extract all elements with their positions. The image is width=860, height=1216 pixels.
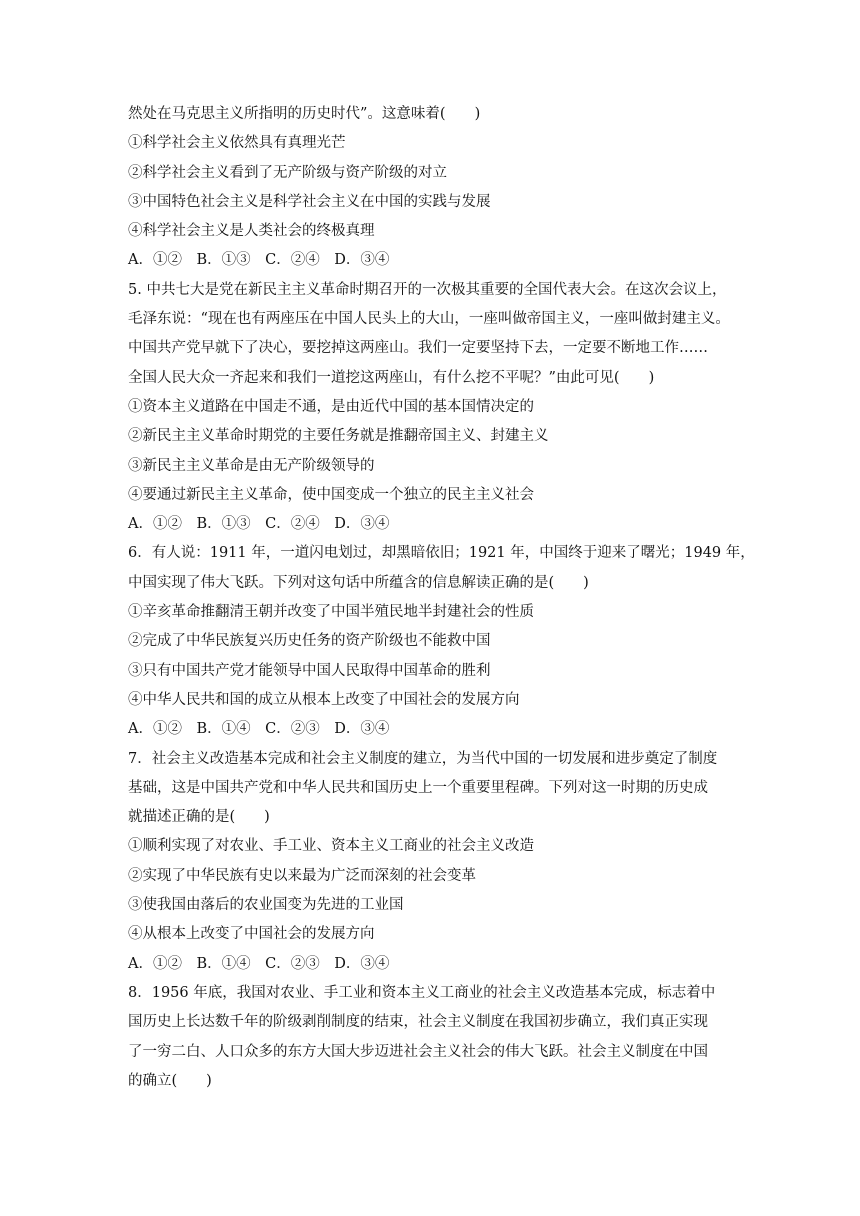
option-4: ④中华人民共和国的成立从根本上改变了中国社会的发展方向 (128, 691, 520, 708)
option-3: ③新民主主义革命是由无产阶级领导的 (128, 457, 375, 474)
question-text-line: 5. 中共七大是党在新民主主义革命时期召开的一次极其重要的全国代表大会。在这次会议上， (128, 281, 727, 298)
option-3: ③只有中国共产党才能领导中国人民取得中国革命的胜利 (128, 662, 491, 679)
question-text-line: 中国共产党早就下了决心，要挖掉这两座山。我们一定要坚持下去，一定要不断地工作…… (128, 340, 708, 357)
question-text-line: 中国实现了伟大飞跃。下列对这句话中所蕴含的信息解读正确的是( ) (128, 574, 589, 591)
option-2: ②科学社会主义看到了无产阶级与资产阶级的对立 (128, 164, 447, 181)
answer-choices: A．①② B．①③ C．②④ D．③④ (128, 516, 390, 533)
question-text-line: 的确立( ) (128, 1072, 212, 1089)
question-8 (128, 979, 744, 1096)
option-4: ④从根本上改变了中国社会的发展方向 (128, 926, 375, 943)
question-7 (128, 745, 744, 979)
question-text-line: 就描述正确的是( ) (128, 809, 270, 826)
option-4: ④要通过新民主主义革命，使中国变成一个独立的民主主义社会 (128, 486, 534, 503)
answer-choices: A．①② B．①③ C．②④ D．③④ (128, 252, 390, 269)
question-text-line: 6．有人说：1911 年，一道闪电划过，却黑暗依旧；1921 年，中国终于迎来了曙光；1949 年， (128, 545, 755, 562)
option-3: ③使我国由落后的农业国变为先进的工业国 (128, 897, 404, 914)
question-text-line: 7．社会主义改造基本完成和社会主义制度的建立，为当代中国的一切发展和进步奠定了制度 (128, 750, 718, 767)
question-6 (128, 539, 755, 744)
question-text-line: 然处在马克思主义所指明的历史时代”。这意味着( ) (128, 106, 481, 122)
question-text-line: 了一穷二白、人口众多的东方大国大步迈进社会主义社会的伟大飞跃。社会主义制度在中国 (128, 1043, 708, 1060)
question-text-line: 基础，这是中国共产党和中华人民共和国历史上一个重要里程碑。下列对这一时期的历史成 (128, 779, 708, 796)
option-1: ①科学社会主义依然具有真理光芒 (128, 135, 346, 152)
question-5 (128, 276, 744, 540)
question-text-line: 毛泽东说：“现在也有两座压在中国人民头上的大山，一座叫做帝国主义，一座叫做封建主义。 (128, 311, 730, 328)
option-1: ①资本主义道路在中国走不通，是由近代中国的基本国情决定的 (128, 398, 534, 415)
option-2: ②完成了中华民族复兴历史任务的资产阶级也不能救中国 (128, 633, 491, 650)
option-2: ②新民主主义革命时期党的主要任务就是推翻帝国主义、封建主义 (128, 428, 549, 445)
answer-choices: A．①② B．①④ C．②③ D．③④ (128, 955, 390, 972)
option-3: ③中国特色社会主义是科学社会主义在中国的实践与发展 (128, 193, 491, 210)
question-text-line: 国历史上长达数千年的阶级剥削制度的结束，社会主义制度在我国初步确立，我们真正实现 (128, 1014, 708, 1031)
question-4-continuation (128, 100, 744, 276)
question-text-line: 8．1956 年底，我国对农业、手工业和资本主义工商业的社会主义改造基本完成，标志着中 (128, 984, 716, 1001)
option-2: ②实现了中华民族有史以来最为广泛而深刻的社会变革 (128, 867, 476, 884)
answer-choices: A．①② B．①④ C．②③ D．③④ (128, 721, 390, 738)
option-1: ①辛亥革命推翻清王朝并改变了中国半殖民地半封建社会的性质 (128, 604, 534, 621)
option-4: ④科学社会主义是人类社会的终极真理 (128, 223, 375, 240)
question-text-line: 全国人民大众一齐起来和我们一道挖这两座山，有什么挖不平呢？”由此可见( ) (128, 369, 655, 386)
option-1: ①顺利实现了对农业、手工业、资本主义工商业的社会主义改造 (128, 838, 534, 855)
question-content (128, 100, 755, 1096)
